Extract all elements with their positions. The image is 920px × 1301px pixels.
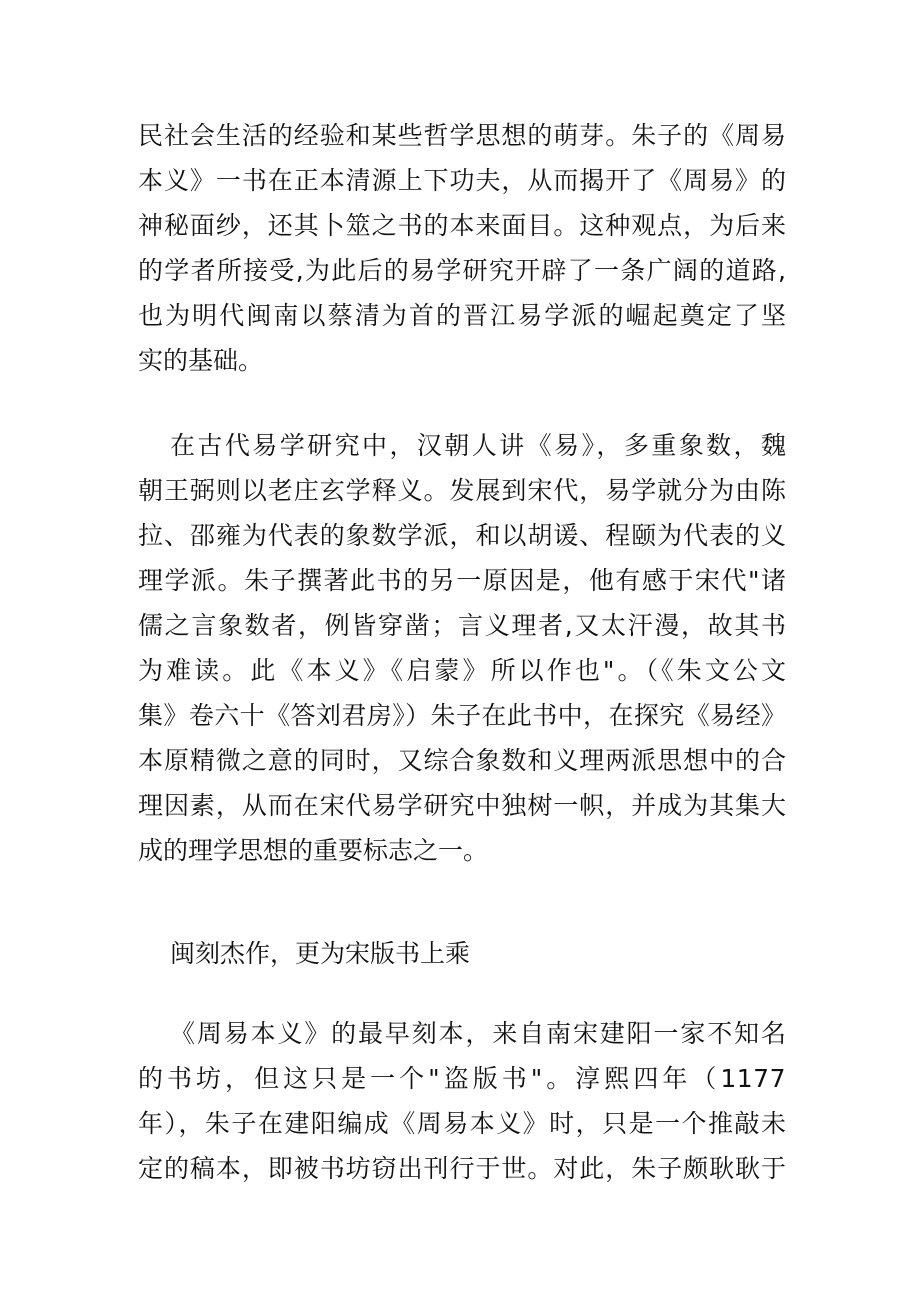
text-line: 民社会生活的经验和某些哲学思想的萌芽。朱子的《周易 bbox=[138, 121, 786, 150]
text-line: 成的理学思想的重要标志之一。 bbox=[138, 836, 489, 865]
text-line: 为难读。此《本义》《启蒙》所以作也"。（《朱文公文 bbox=[138, 656, 786, 685]
text-line: 拉、邵雍为代表的象数学派，和以胡谖、程颐为代表的义 bbox=[138, 521, 786, 550]
text-line: 定的稿本，即被书坊窃出刊行于世。对此，朱子颇耿耿于 bbox=[138, 1154, 786, 1183]
section-heading bbox=[138, 931, 786, 976]
text-line: 理学派。朱子撰著此书的另一原因是，他有感于宋代"诸 bbox=[138, 566, 786, 595]
text-line: 也为明代闽南以蔡清为首的晋江易学派的崛起奠定了坚 bbox=[138, 301, 786, 330]
text-line: 实的基础。 bbox=[138, 346, 264, 375]
text-line: 年），朱子在建阳编成《周易本义》时，只是一个推敲未 bbox=[138, 1109, 786, 1138]
text-line: 本原精微之意的同时，又综合象数和义理两派思想中的合 bbox=[138, 746, 786, 775]
section-heading-text: 闽刻杰作，更为宋版书上乘 bbox=[170, 939, 471, 968]
text-line: 神秘面纱，还其卜筮之书的本来面目。这种观点，为后来 bbox=[138, 211, 786, 240]
text-line: 本义》一书在正本清源上下功夫，从而揭开了《周易》的 bbox=[138, 166, 786, 195]
text-line: 朝王弼则以老庄玄学释义。发展到宋代，易学就分为由陈 bbox=[138, 476, 786, 505]
paragraph-ancient-yi-studies bbox=[138, 423, 786, 873]
text-line: 儒之言象数者，例皆穿凿；言义理者,又太汗漫，故其书 bbox=[138, 611, 786, 640]
text-line: 的书坊，但这只是一个"盗版书"。淳熙四年（1177 bbox=[138, 1064, 786, 1093]
text-line: 的学者所接受,为此后的易学研究开辟了一条广阔的道路, bbox=[138, 256, 786, 285]
text-line: 集》卷六十《答刘君房》）朱子在此书中，在探究《易经》 bbox=[138, 701, 786, 730]
text-line: 理因素，从而在宋代易学研究中独树一帜，并成为其集大 bbox=[138, 791, 786, 820]
paragraph-zhuzi-zhouyi-benyi bbox=[138, 113, 786, 383]
text-line: 在古代易学研究中，汉朝人讲《易》，多重象数，魏 bbox=[170, 431, 786, 460]
paragraph-earliest-edition bbox=[138, 1011, 786, 1191]
text-line: 《周易本义》的最早刻本，来自南宋建阳一家不知名 bbox=[170, 1019, 786, 1048]
